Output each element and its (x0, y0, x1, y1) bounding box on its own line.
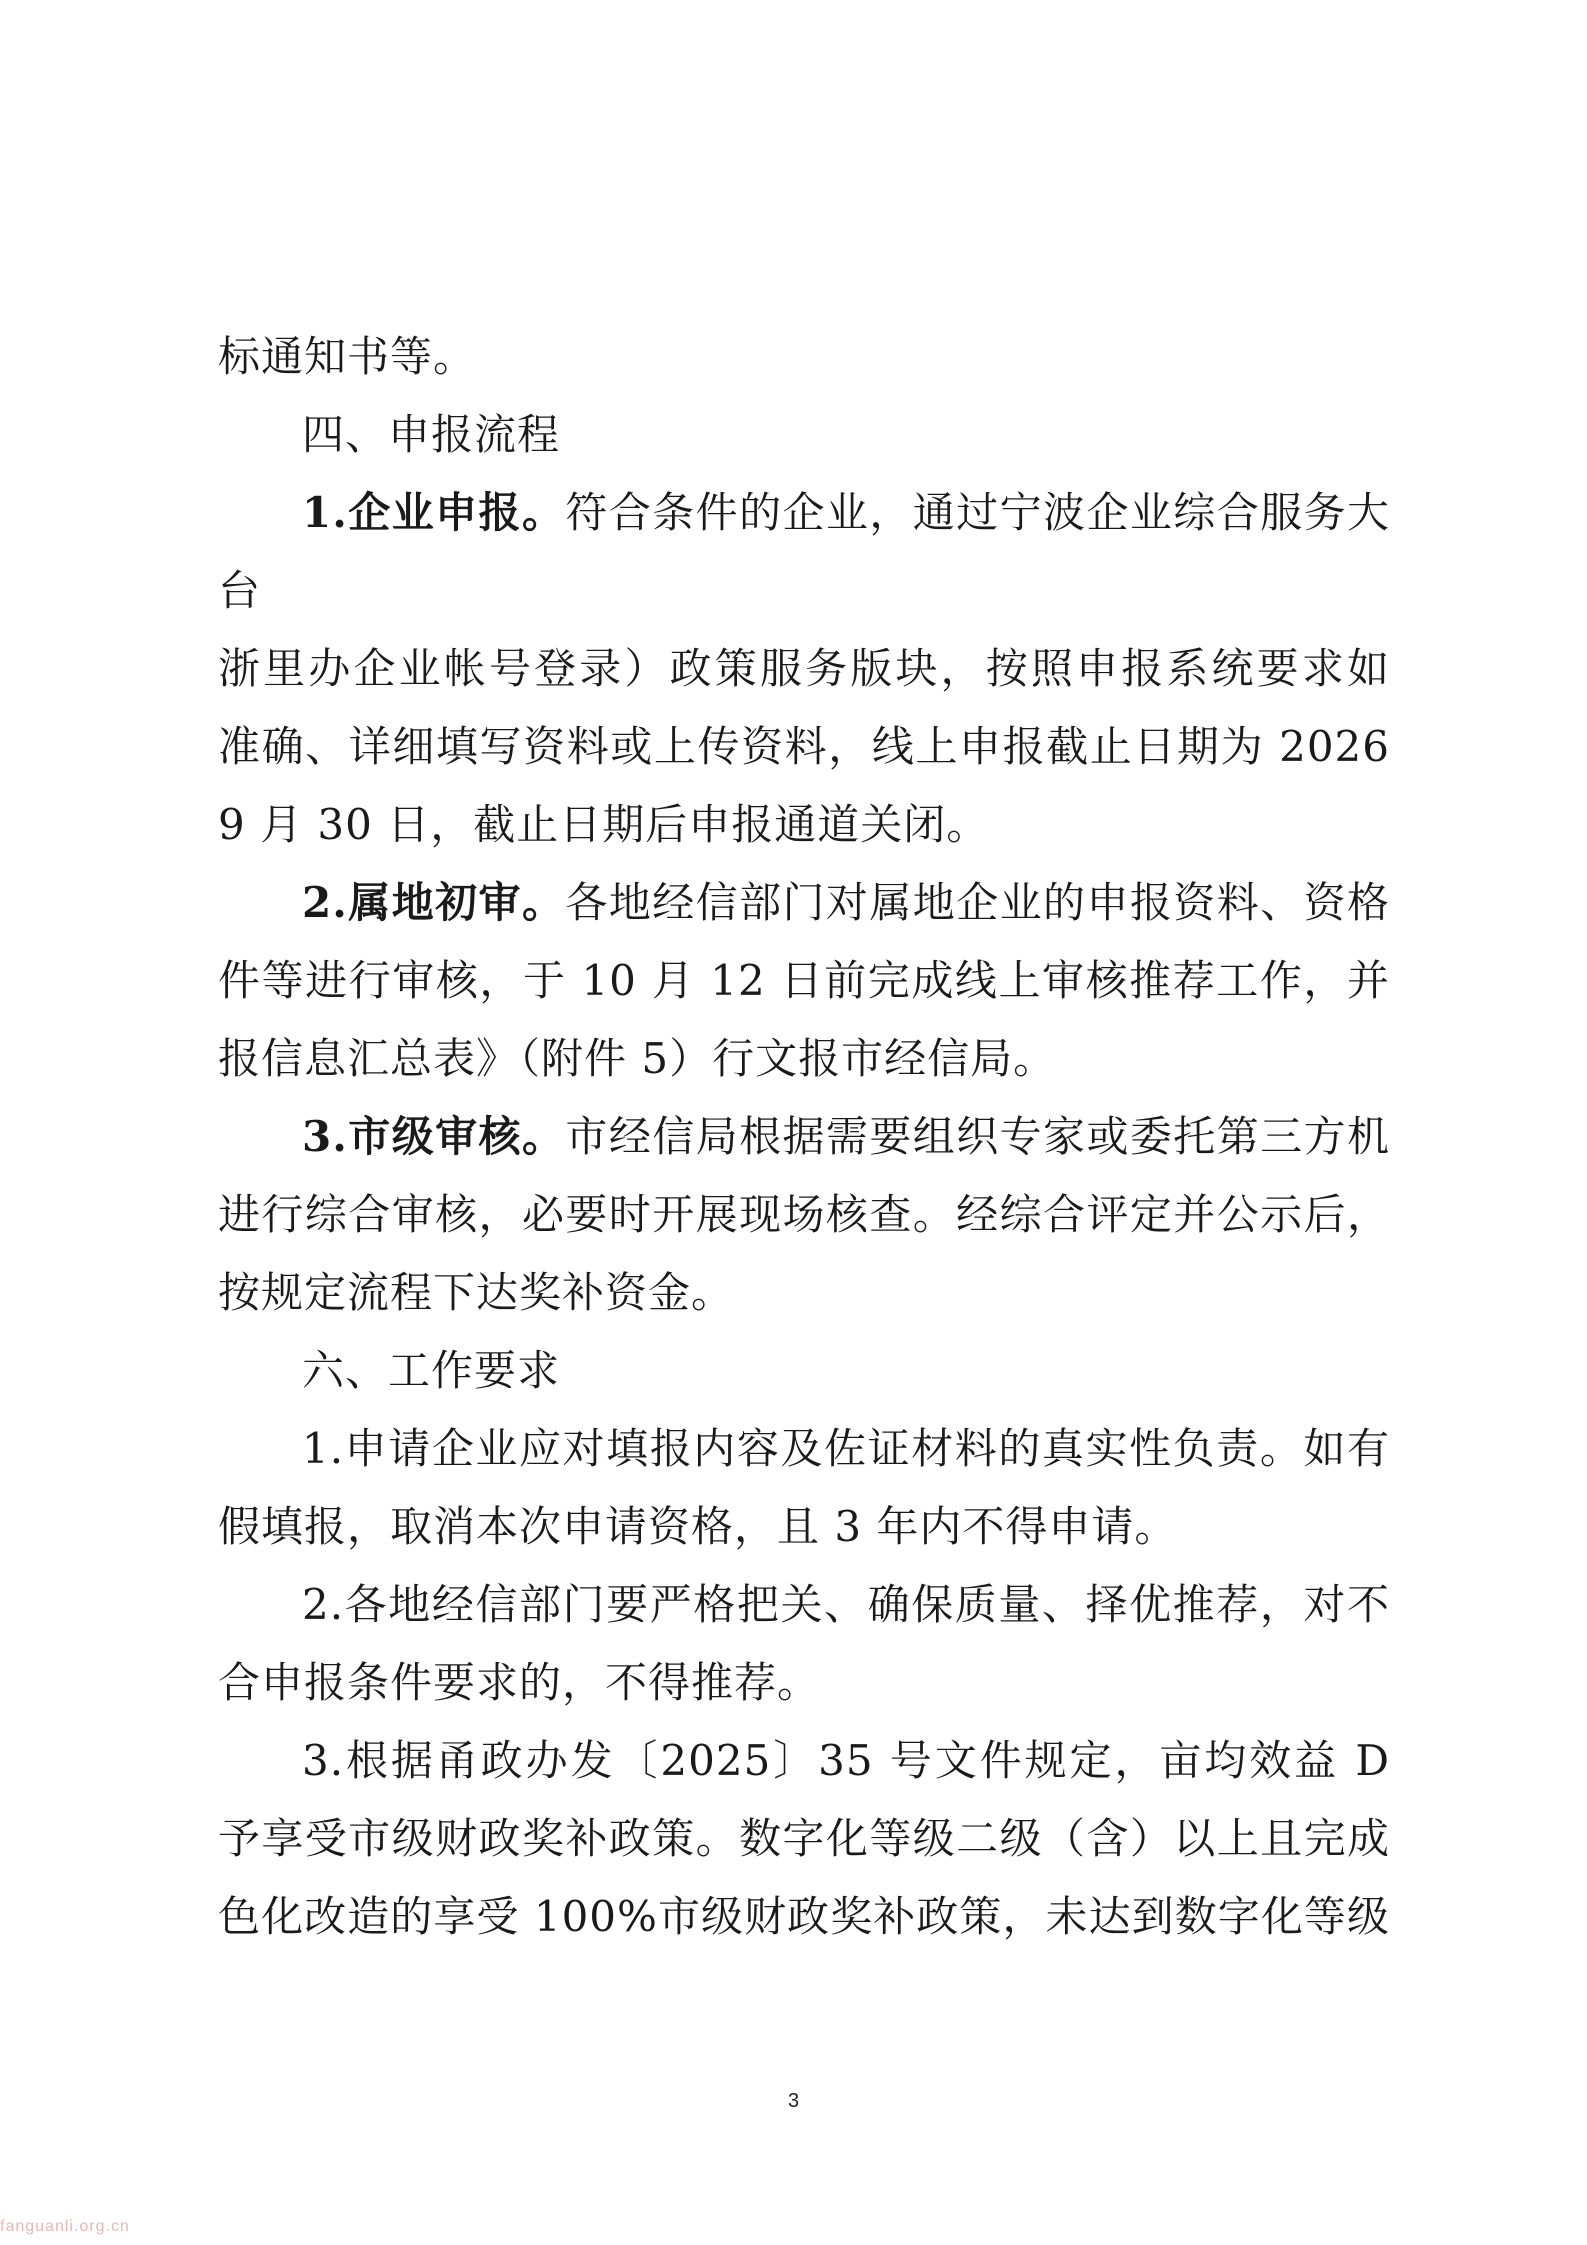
text-line: 浙里办企业帐号登录）政策服务版块，按照申报系统要求如 (218, 644, 1390, 693)
item-title: 2.属地初审。 (302, 878, 566, 927)
text-line (218, 474, 1390, 552)
text-line: 按规定流程下达奖补资金。 (218, 1268, 735, 1317)
text-line: 报信息汇总表》（附件 5）行文报市经信局。 (218, 1034, 1057, 1083)
section-heading: 四、申报流程 (302, 410, 561, 459)
text-line: 件等进行审核，于 10 月 12 日前完成线上审核推荐工作，并 (218, 956, 1390, 1005)
item-title: 3.市级审核。 (302, 1112, 566, 1161)
document-body (218, 318, 1390, 1956)
text-line: 予享受市级财政奖补政策。数字化等级二级（含）以上且完成 (218, 1814, 1390, 1863)
text-line: 准确、详细填写资料或上传资料，线上申报截止日期为 2026 (218, 722, 1390, 771)
text-line: 9 月 30 日，截止日期后申报通道关闭。 (218, 800, 990, 849)
text-line: 合申报条件要求的，不得推荐。 (218, 1658, 821, 1707)
text-line: 台 (218, 566, 262, 615)
text-line: 3.根据甬政办发〔2025〕35 号文件规定，亩均效益 D (302, 1736, 1390, 1785)
text-line: 进行综合审核，必要时开展现场核查。经综合评定并公示后， (218, 1190, 1390, 1239)
text-line (218, 864, 1390, 942)
section-heading: 六、工作要求 (302, 1346, 561, 1395)
text-line: 1.申请企业应对填报内容及佐证材料的真实性负责。如有 (302, 1424, 1390, 1473)
item-text: 市经信局根据需要组织专家或委托第三方机 (565, 1112, 1390, 1161)
text-line: 假填报，取消本次申请资格，且 3 年内不得申请。 (218, 1502, 1178, 1551)
item-text: 符合条件的企业，通过宁波企业综合服务大 (565, 488, 1390, 537)
text-line (218, 1098, 1390, 1176)
text-line: 2.各地经信部门要严格把关、确保质量、择优推荐，对不 (302, 1580, 1390, 1629)
page-number: 3 (787, 2090, 800, 2112)
item-title: 1.企业申报。 (302, 488, 566, 537)
watermark: fanguanli.org.cn (0, 2218, 130, 2235)
text-line: 色化改造的享受 100%市级财政奖补政策，未达到数字化等级 (218, 1892, 1390, 1941)
item-text: 各地经信部门对属地企业的申报资料、资格 (565, 878, 1390, 927)
text-line: 标通知书等。 (218, 332, 477, 381)
